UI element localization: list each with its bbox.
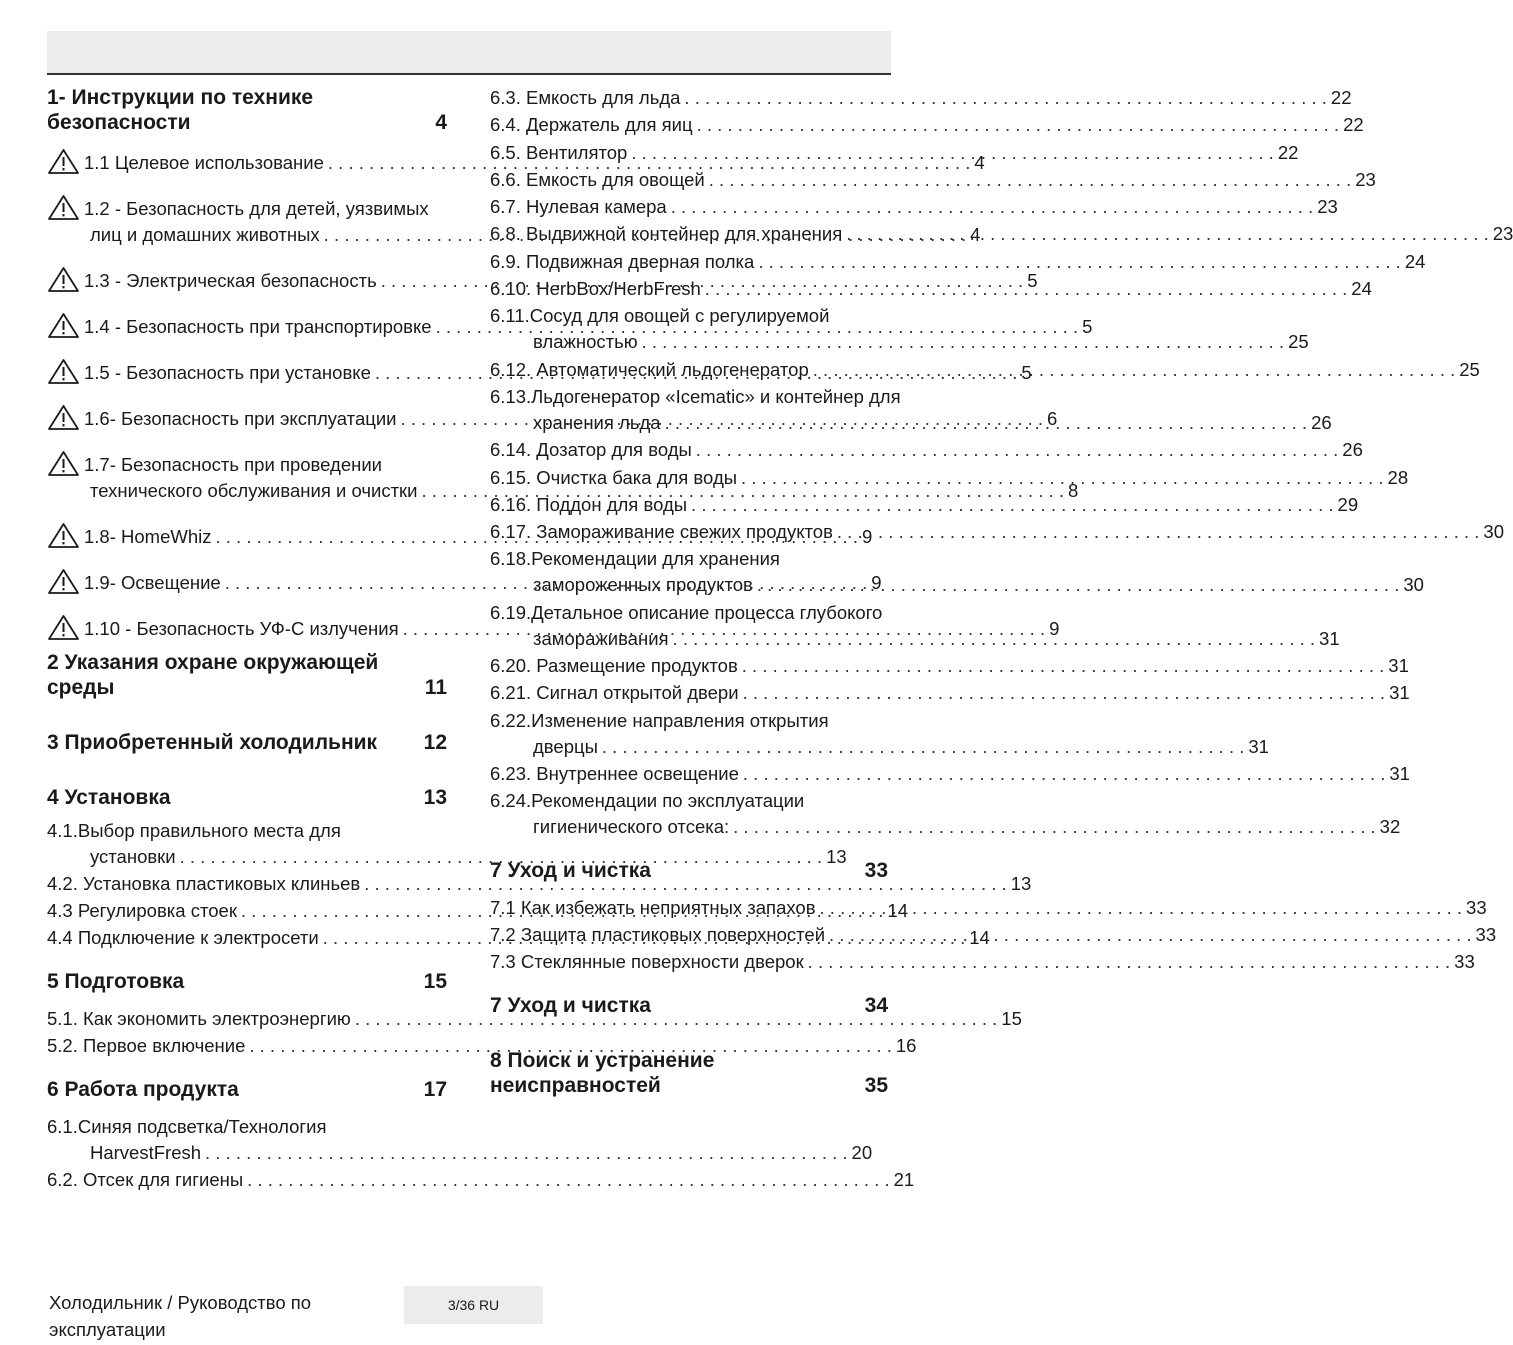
dot-leader	[705, 276, 1348, 302]
toc-entry[interactable]	[490, 384, 1332, 436]
entry-first-line	[490, 708, 892, 734]
entry-page: 30	[1483, 521, 1504, 543]
entry-page: 9	[1049, 618, 1060, 639]
section-page: 15	[423, 970, 447, 993]
entry-first-line	[490, 384, 901, 410]
entry-continuation	[490, 572, 1424, 598]
toc-right-column	[490, 85, 1513, 1098]
entry-page: 14	[887, 900, 908, 921]
entry-page: 23	[1355, 168, 1376, 190]
entry-page: 25	[1288, 331, 1309, 353]
entry-label: 6.2. Отсек для гигиены	[47, 1169, 244, 1190]
entry-label-cont: дверцы	[533, 735, 598, 757]
entry-page: 31	[1248, 735, 1269, 757]
entry-label-cont: замороженных продуктов	[533, 574, 753, 596]
entry-label: 6.17. Замораживание свежих продуктов	[490, 521, 833, 543]
entry-first-line	[490, 788, 892, 814]
entry-label-cont: лиц и домашних животных	[90, 224, 320, 245]
warning-triangle-icon	[47, 616, 84, 642]
entry-page: 5	[1021, 362, 1032, 383]
dot-leader	[808, 949, 1451, 975]
entry-label: 1.1 Целевое использование	[84, 152, 324, 173]
entry-page: 24	[1351, 278, 1372, 300]
entry-label: Рекомендации для хранения	[531, 548, 780, 570]
dot-leader	[758, 249, 1401, 275]
warning-triangle-icon	[47, 570, 84, 596]
warning-triangle-icon	[47, 268, 84, 294]
toc-entry[interactable]	[490, 167, 1376, 193]
dot-leader	[671, 194, 1314, 220]
entry-label: Детальное описание процесса глубокого	[531, 601, 883, 623]
entry-label: 6.3. Емкость для льда	[490, 87, 681, 108]
entry-continuation	[47, 844, 847, 870]
toc-section-4[interactable]	[47, 785, 449, 810]
toc-section-2[interactable]	[47, 650, 449, 700]
entry-page: 31	[1388, 655, 1409, 677]
toc-section-5[interactable]	[47, 969, 449, 994]
entry-number: 6.13.	[490, 385, 532, 407]
entry-label: 4.4 Подключение к электросети	[47, 927, 319, 948]
dot-leader	[742, 653, 1385, 679]
dot-leader	[673, 626, 1316, 652]
toc-section-7a[interactable]	[490, 858, 890, 883]
entry-label: 6.21. Сигнал открытой двери	[490, 682, 739, 704]
entry-first-line	[47, 818, 449, 844]
dot-leader	[743, 680, 1386, 706]
section-title: 2 Указания охране окружающей среды	[47, 651, 379, 699]
section-title: 6 Работа продукта	[47, 1078, 239, 1101]
toc-entry[interactable]	[490, 140, 1299, 166]
entry-label: 4.3 Регулировка стоек	[47, 900, 237, 921]
toc-entry[interactable]	[490, 600, 1340, 652]
toc-entry[interactable]	[490, 761, 1410, 787]
entry-page: 22	[1330, 87, 1352, 108]
entry-page: 13	[1010, 873, 1032, 894]
toc-section-8[interactable]	[490, 1048, 890, 1098]
entry-page: 29	[1337, 493, 1359, 515]
entry-first-line	[490, 303, 892, 329]
toc-entry[interactable]	[490, 546, 1424, 598]
dot-leader	[205, 1140, 848, 1166]
entry-first-line	[490, 600, 892, 626]
entry-number: 6.1.	[47, 1116, 78, 1137]
toc-entry[interactable]	[490, 221, 1513, 247]
entry-page: 14	[969, 927, 990, 948]
entry-continuation	[490, 410, 1332, 436]
section-page: 4	[435, 111, 447, 134]
entry-number: 6.18.	[490, 548, 532, 570]
entry-label: 6.8. Выдвижной контейнер для хранения	[490, 223, 843, 245]
entry-page: 4	[974, 152, 985, 173]
entry-label-cont: хранения льда	[533, 411, 661, 433]
entry-page: 25	[1459, 358, 1480, 380]
entry-page: 24	[1404, 250, 1426, 272]
dot-leader	[829, 922, 1472, 948]
entry-page: 15	[1001, 1008, 1022, 1029]
entry-label: Изменение направления открытия	[531, 709, 829, 731]
toc-entry[interactable]	[490, 519, 1504, 545]
toc-section-1[interactable]	[47, 85, 449, 135]
entry-number: 6.11.	[490, 305, 530, 327]
entry-label: 7.3 Стеклянные поверхности дверок	[490, 951, 804, 973]
entry-continuation	[47, 1140, 873, 1166]
section-page: 17	[423, 1078, 447, 1101]
entry-label-cont: гигиенического отсека:	[533, 816, 730, 838]
entry-first-line	[490, 546, 892, 572]
entry-label: 6.23. Внутреннее освещение	[490, 762, 739, 784]
dot-leader	[757, 572, 1400, 598]
entry-label: 1.6- Безопасность при эксплуатации	[84, 408, 397, 429]
page-number-badge: 3/36 RU	[404, 1286, 543, 1324]
entry-label: 1.3 - Электрическая безопасность	[84, 270, 377, 291]
entry-page: 5	[1027, 270, 1038, 291]
entry-page: 20	[851, 1142, 873, 1163]
entry-label: 1.9- Освещение	[84, 572, 221, 593]
toc-entry[interactable]	[47, 1167, 915, 1193]
entry-page: 6	[1047, 408, 1058, 429]
entry-page: 26	[1311, 411, 1332, 433]
toc-entry[interactable]	[490, 357, 1480, 383]
entry-label: 6.6. Емкость для овощей	[490, 168, 705, 190]
entry-label: 6.4. Держатель для яиц	[490, 114, 693, 136]
dot-leader	[602, 734, 1245, 760]
dot-leader	[697, 112, 1340, 138]
entry-label: 7.2 Защита пластиковых поверхностей	[490, 924, 826, 946]
toc-entry[interactable]	[490, 249, 1426, 275]
entry-page: 31	[1319, 627, 1340, 649]
toc-entry[interactable]	[490, 276, 1372, 302]
entry-page: 31	[1389, 682, 1410, 704]
entry-page: 31	[1389, 762, 1410, 784]
entry-page: 30	[1403, 574, 1424, 596]
entry-page: 8	[1067, 480, 1079, 501]
entry-label: 6.10. HerbBox/HerbFresh	[490, 278, 701, 300]
entry-label: 6.5. Вентилятор	[490, 141, 628, 163]
entry-page: 5	[1082, 316, 1093, 337]
section-page: 35	[864, 1074, 888, 1098]
dot-leader	[631, 140, 1274, 166]
entry-label: 1.4 - Безопасность при транспортировке	[84, 316, 432, 337]
dot-leader	[743, 761, 1386, 787]
warning-triangle-icon	[47, 406, 84, 432]
entry-label: Сосуд для овощей с регулируемой	[529, 305, 830, 327]
toc-entry[interactable]	[490, 492, 1359, 518]
entry-label: 6.12. Автоматический льдогенератор	[490, 358, 809, 380]
warning-triangle-icon	[47, 452, 84, 478]
toc-entry[interactable]	[490, 437, 1363, 463]
dot-leader	[733, 814, 1376, 840]
entry-label: 1.7- Безопасность при проведении	[84, 454, 383, 475]
dot-leader	[684, 85, 1327, 111]
dot-leader	[813, 357, 1456, 383]
entry-page: 33	[1454, 951, 1475, 973]
section-title: 5 Подготовка	[47, 970, 185, 993]
entry-number: 6.22.	[490, 709, 532, 731]
entry-label: Синяя подсветка/Технология	[77, 1116, 327, 1137]
entry-label: 4.2. Установка пластиковых клиньев	[47, 873, 361, 894]
entry-page: 4	[970, 224, 981, 245]
toc-entry[interactable]	[490, 465, 1409, 491]
toc-entry[interactable]	[490, 112, 1364, 138]
toc-entry[interactable]	[490, 949, 1475, 975]
entry-label: 5.1. Как экономить электроэнергию	[47, 1008, 351, 1029]
entry-label: 1.5 - Безопасность при установке	[84, 362, 371, 383]
entry-label-cont: замораживания	[533, 627, 669, 649]
entry-label: Льдогенератор «Icematic» и контейнер для	[531, 385, 901, 407]
dot-leader	[846, 221, 1489, 247]
section-6-continued-entries	[490, 85, 1513, 840]
warning-triangle-icon	[47, 314, 84, 340]
entry-page: 22	[1343, 114, 1364, 136]
toc-entry[interactable]	[490, 85, 1352, 111]
dot-leader	[665, 410, 1308, 436]
entry-label: Выбор правильного места для	[77, 820, 341, 841]
entry-label: 6.20. Размещение продуктов	[490, 655, 738, 677]
entry-label: 5.2. Первое включение	[47, 1035, 246, 1056]
entry-label-cont: влажностью	[533, 331, 638, 353]
entry-label: 7.1 Как избежать неприятных запахов	[490, 897, 816, 919]
section-page: 12	[423, 731, 447, 754]
dot-leader	[696, 437, 1339, 463]
section-page: 13	[423, 786, 447, 809]
toc-entry[interactable]	[490, 680, 1410, 706]
dot-leader	[741, 465, 1384, 491]
entry-page: 26	[1342, 439, 1363, 461]
entry-label-cont: технического обслуживания и очистки	[90, 480, 418, 501]
section-title: 4 Установка	[47, 786, 171, 809]
entry-page: 9	[871, 572, 882, 593]
section-6-entries	[47, 1114, 915, 1193]
entry-page: 33	[1466, 897, 1487, 919]
entry-page: 28	[1387, 466, 1409, 488]
toc-entry[interactable]	[490, 653, 1409, 679]
toc-section-3[interactable]	[47, 730, 449, 755]
entry-first-line	[47, 1114, 449, 1140]
entry-label: 1.2 - Безопасность для детей, уязвимых	[84, 198, 429, 219]
section-title: 8 Поиск и устранение неисправностей	[490, 1049, 715, 1098]
entry-page: 23	[1317, 196, 1338, 218]
toc-entry[interactable]	[490, 708, 1269, 760]
entry-label: 6.9. Подвижная дверная полка	[490, 250, 755, 272]
footer-document-title: Холодильник / Руководство по эксплуатации	[49, 1292, 312, 1340]
entry-page: 9	[861, 526, 873, 547]
entry-page: 22	[1277, 141, 1299, 163]
entry-label: 1.8- HomeWhiz	[84, 526, 212, 547]
dot-leader	[247, 1167, 890, 1193]
entry-continuation	[490, 626, 1340, 652]
entry-number: 6.19.	[490, 601, 532, 623]
entry-label: 6.16. Поддон для воды	[490, 493, 688, 515]
warning-triangle-icon	[47, 360, 84, 386]
entry-label: Рекомендации по эксплуатации	[531, 790, 805, 812]
entry-page: 16	[895, 1035, 917, 1056]
dot-leader	[642, 329, 1285, 355]
dot-leader	[837, 519, 1480, 545]
section-title: 7 Уход и чистка	[490, 859, 651, 883]
toc-section-7b[interactable]	[490, 993, 890, 1018]
section-title: 1- Инструкции по технике безопасности	[47, 86, 314, 134]
toc-entry[interactable]	[47, 1033, 917, 1059]
toc-entry[interactable]	[490, 194, 1338, 220]
entry-page: 23	[1492, 223, 1513, 245]
entry-label-cont: установки	[90, 846, 176, 867]
entry-label: 6.15. Очистка бака для воды	[490, 466, 738, 488]
entry-label: 6.7. Нулевая камера	[490, 196, 667, 218]
entry-continuation	[490, 329, 1309, 355]
toc-entry[interactable]	[490, 303, 1309, 355]
entry-page: 33	[1475, 924, 1497, 946]
entry-label: 6.14. Дозатор для воды	[490, 439, 692, 461]
section-title: 3 Приобретенный холодильник	[47, 731, 378, 754]
section-page: 34	[864, 994, 888, 1018]
dot-leader	[709, 167, 1352, 193]
header-band	[47, 31, 891, 73]
warning-triangle-icon	[47, 196, 84, 222]
toc-section-6[interactable]	[47, 1077, 449, 1102]
toc-entry[interactable]	[490, 788, 1401, 840]
entry-label: 1.10 - Безопасность УФ-С излучения	[84, 618, 399, 639]
section-page: 11	[424, 676, 447, 699]
header-rule	[47, 73, 891, 75]
toc-entry[interactable]	[47, 1114, 873, 1166]
entry-continuation	[490, 734, 1269, 760]
entry-label-cont: HarvestFresh	[90, 1142, 202, 1163]
entry-continuation	[490, 814, 1401, 840]
dot-leader	[820, 895, 1463, 921]
section-title: 7 Уход и чистка	[490, 994, 651, 1018]
section-page: 33	[864, 859, 888, 883]
entry-page: 32	[1379, 816, 1401, 838]
entry-number: 6.24.	[490, 790, 532, 812]
warning-triangle-icon	[47, 524, 84, 550]
entry-page: 13	[826, 846, 847, 867]
dot-leader	[691, 492, 1334, 518]
entry-number: 4.1.	[47, 820, 78, 841]
entry-page: 21	[893, 1169, 915, 1190]
warning-triangle-icon	[47, 150, 84, 176]
